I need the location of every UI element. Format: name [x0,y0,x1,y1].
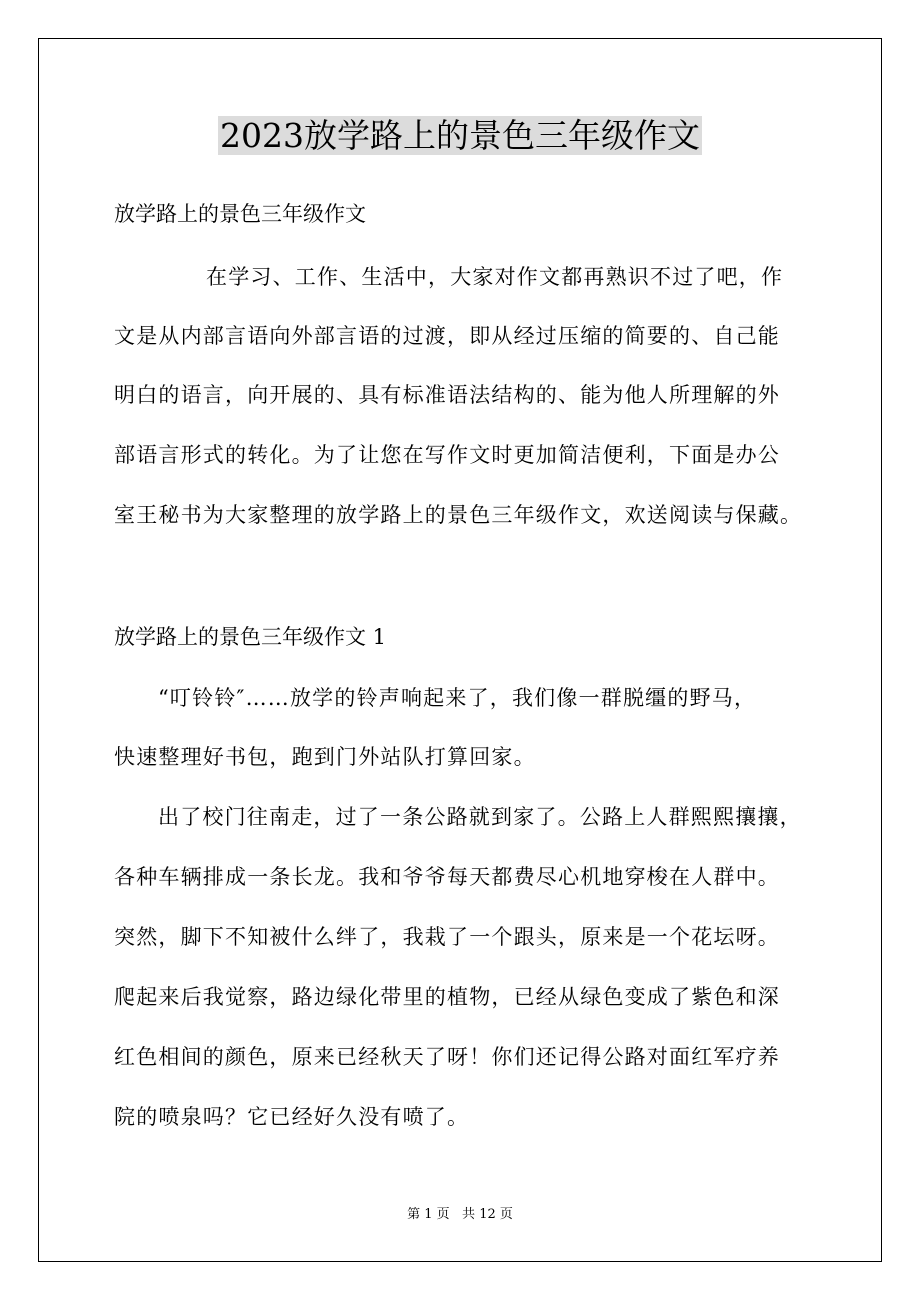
paragraph-line: 爬起来后我觉察，路边绿化带里的植物，已经从绿色变成了紫色和深 [114,985,780,1009]
paragraph-line: 突然，脚下不知被什么绊了，我栽了一个跟头，原来是一个花坛呀。 [114,925,780,949]
paragraph-line: 出了校门往南走，过了一条公路就到家了。公路上人群熙熙攘攘， [158,805,802,829]
intro-line: 部语言形式的转化。为了让您在写作文时更加简洁便利，下面是办公 [114,443,780,467]
paragraph-line: 各种车辆排成一条长龙。我和爷爷每天都费尽心机地穿梭在人群中。 [114,865,780,889]
intro-line: 室王秘书为大家整理的放学路上的景色三年级作文，欢送阅读与保藏。 [114,503,803,527]
paragraph-line: 红色相间的颜色，原来已经秋天了呀！你们还记得公路对面红军疗养 [114,1045,780,1069]
paragraph-line: 快速整理好书包，跑到门外站队打算回家。 [114,745,536,769]
intro-line: 在学习、工作、生活中，大家对作文都再熟识不过了吧，作 [206,265,784,289]
intro-line: 文是从内部言语向外部言语的过渡，即从经过压缩的简要的、自己能 [114,324,780,348]
document-title: 2023放学路上的景色三年级作文 [220,116,700,155]
section-heading: 放学路上的景色三年级作文 1 [114,625,387,649]
paragraph-line: 院的喷泉吗？它已经好久没有喷了。 [114,1105,470,1129]
subtitle: 放学路上的景色三年级作文 [114,202,366,226]
paragraph-line: “叮铃铃″……放学的铃声响起来了，我们像一群脱缰的野马， [158,686,757,710]
intro-line: 明白的语言，向开展的、具有标准语法结构的、能为他人所理解的外 [114,383,780,407]
page-footer: 第 1 页 共 12 页 [407,1207,513,1222]
